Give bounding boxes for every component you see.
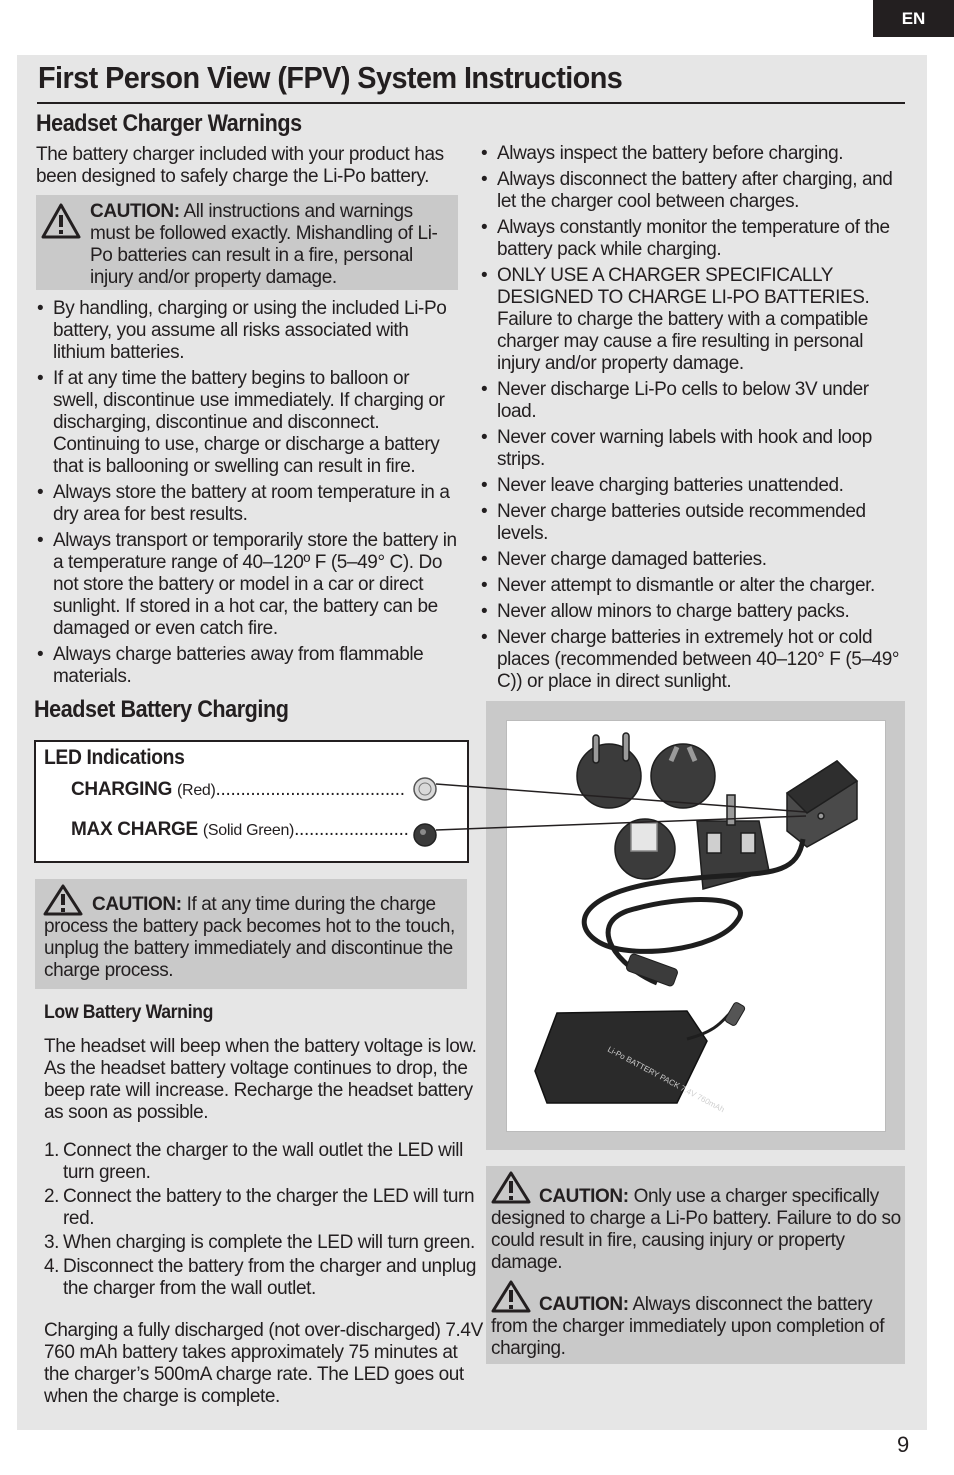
- led-indicator-icon: [412, 822, 438, 848]
- caution-body: Always disconnect the battery from the charger immediately upon completion of charging.: [491, 1294, 885, 1359]
- low-battery-heading: Low Battery Warning: [44, 1002, 213, 1023]
- caution-body: All instructions and warnings must be followed exactly. Mishandling of Li-Po batteries can result in a fire, personal injury and/or property damage.: [90, 201, 438, 288]
- led-row-max-charge: [71, 819, 409, 841]
- caution-text-charger: [90, 201, 456, 289]
- title-divider: [37, 102, 905, 104]
- battery-pack-label: Li-Po BATTERY PACK 7.4V 760mAh: [606, 1044, 726, 1115]
- step-number: 3.: [44, 1232, 60, 1253]
- step-text: Connect the battery to the charger the LED will turn red.: [63, 1186, 475, 1229]
- led-sub: (Red): [177, 782, 216, 799]
- led-label: CHARGING: [71, 779, 173, 800]
- caution-label: CAUTION:: [90, 201, 180, 222]
- caution-text-charge-process: [44, 894, 464, 982]
- led-indications-box: [34, 740, 469, 863]
- led-row-charging: [71, 779, 405, 801]
- step-text: When charging is complete the LED will turn green.: [63, 1232, 475, 1253]
- charging-steps: [44, 1140, 482, 1302]
- list-item: • Always inspect the battery before charging.: [481, 143, 903, 165]
- list-item: • Never discharge Li-Po cells to below 3V under load.: [481, 379, 903, 423]
- list-item: • Always constantly monitor the temperature of the battery pack while charging.: [481, 217, 903, 261]
- list-item: • Always charge batteries away from flammable materials.: [37, 644, 459, 688]
- charger-warnings-heading: Headset Charger Warnings: [36, 110, 302, 137]
- list-item: • Always disconnect the battery after charging, and let the charger cool between charges.: [481, 169, 903, 213]
- caution-label: CAUTION:: [92, 894, 182, 915]
- caution-label: CAUTION:: [539, 1294, 629, 1315]
- caution-label: CAUTION:: [539, 1186, 629, 1207]
- step-number: 1.: [44, 1140, 60, 1161]
- battery-charging-heading: Headset Battery Charging: [34, 696, 289, 723]
- led-dots: ......................................: [215, 779, 405, 800]
- caution-text-disconnect: [491, 1294, 903, 1360]
- list-item: [44, 1256, 482, 1300]
- list-item: [44, 1140, 482, 1184]
- list-item: • Always transport or temporarily store the battery in a temperature range of 40–120º F (5–49° C). Do not store the battery or model in a car or direct sunlight. If stored in a hot car, the battery can be damaged or even catch fire.: [37, 530, 459, 640]
- list-item: • Never leave charging batteries unattended.: [481, 475, 903, 497]
- charger-intro: The battery charger included with your product has been designed to safely charge the Li-Po battery.: [36, 144, 444, 187]
- charger-warnings-right-list: [481, 143, 903, 697]
- led-sub: (Solid Green): [202, 822, 295, 839]
- list-item: • Never charge damaged batteries.: [481, 549, 903, 571]
- led-dots: .......................: [294, 819, 409, 840]
- caution-box-charger: [36, 195, 458, 290]
- list-item: • Never charge batteries in extremely hot or cold places (recommended between 40–120° F (5–49° C)) or place in direct sunlight.: [481, 627, 903, 693]
- caution-body: Only use a charger specifically designed to charge a Li-Po battery. Failure to do so could result in fire, causing injury or property damage.: [491, 1186, 901, 1273]
- battery-pack: [535, 1001, 746, 1114]
- step-number: 4.: [44, 1256, 60, 1277]
- list-item: • If at any time the battery begins to balloon or swell, discontinue use immediately. If charging or discharging, discontinue and disconnect. Continuing to use, charge or discharge a battery that is ballooning or swelling can result in fire.: [37, 368, 459, 478]
- page-title: First Person View (FPV) System Instructions: [38, 60, 623, 95]
- caution-box-right: [486, 1166, 905, 1364]
- page-number: 9: [897, 1432, 910, 1457]
- warning-triangle-icon: [41, 203, 81, 239]
- caution-body: If at any time during the charge process the battery pack becomes hot to the touch, unplug the battery immediately and discontinue the charge process.: [44, 894, 455, 981]
- list-item: • Always store the battery at room temperature in a dry area for best results.: [37, 482, 459, 526]
- led-indicator-icon: [412, 776, 438, 802]
- list-item: • Never cover warning labels with hook and loop strips.: [481, 427, 903, 471]
- list-item: [44, 1186, 482, 1230]
- step-text: Disconnect the battery from the charger and unplug the charger from the wall outlet.: [63, 1256, 477, 1299]
- led-label: MAX CHARGE: [71, 819, 198, 840]
- charging-closing-text: Charging a fully discharged (not over-discharged) 7.4V 760 mAh battery takes approximately 75 minutes at the charger’s 500mA charge rate. The LED goes out when the charge is complete.: [44, 1320, 483, 1407]
- caution-text-charger-type: [491, 1186, 903, 1274]
- language-tab: [873, 0, 954, 37]
- list-item: • Never charge batteries outside recommended levels.: [481, 501, 903, 545]
- caution-box-charge-process: [35, 879, 467, 989]
- low-battery-text: The headset will beep when the battery voltage is low. As the headset battery voltage continues to drop, the beep rate will increase. Recharge the headset battery as soon as possible.: [44, 1036, 477, 1123]
- list-item: • ONLY USE A CHARGER SPECIFICALLY DESIGNED TO CHARGE LI-PO BATTERIES. Failure to charge the battery with a compatible charger may cause a fire resulting in personal injury and/or property damage.: [481, 265, 903, 375]
- step-text: Connect the charger to the wall outlet the LED will turn green.: [63, 1140, 463, 1183]
- list-item: • Never allow minors to charge battery packs.: [481, 601, 903, 623]
- language-tab-label: EN: [901, 8, 926, 28]
- list-item: [44, 1232, 482, 1254]
- list-item: • By handling, charging or using the included Li-Po battery, you assume all risks associated with lithium batteries.: [37, 298, 459, 364]
- led-indications-title: LED Indications: [44, 746, 185, 769]
- list-item: • Never attempt to dismantle or alter the charger.: [481, 575, 903, 597]
- step-number: 2.: [44, 1186, 60, 1207]
- charger-warnings-left-list: [37, 298, 459, 692]
- led-leader-lines: [436, 770, 816, 840]
